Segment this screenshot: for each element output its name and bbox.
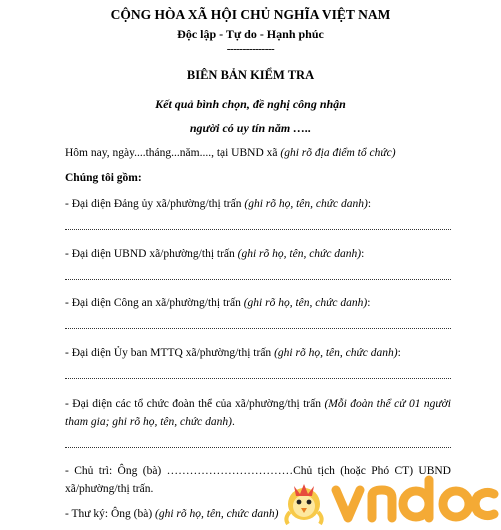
party-rep-colon: : <box>367 198 372 210</box>
party-rep-label: - Đại diện Đảng ủy xã/phường/thị trấn <box>65 198 245 210</box>
motto: Độc lập - Tự do - Hạnh phúc <box>177 27 324 41</box>
party-rep-line <box>65 198 371 210</box>
document-title: BIÊN BẢN KIỂM TRA <box>186 68 315 82</box>
intro-line <box>65 147 396 159</box>
we-include-heading: Chúng tôi gồm: <box>65 172 142 184</box>
ubnd-rep-line <box>65 248 364 260</box>
country-header: CỘNG HÒA XÃ HỘI CHỦ NGHĨA VIỆT NAM <box>110 7 391 22</box>
intro-text: Hôm nay, ngày....tháng...năm...., tại UBND xã <box>65 147 281 159</box>
separator: --------------- <box>226 43 275 55</box>
chair-paragraph: - Chủ trì: Ông (bà) ……………………………Chủ tịch (hoặc Phó CT) UBND xã/phường/thị trấn. <box>65 465 451 495</box>
chick-mascot-icon <box>286 484 321 524</box>
orgs-rep-label: - Đại diện các tổ chức đoàn thể của xã/phường/thị trấn <box>65 398 325 410</box>
vndoc-wordmark <box>336 480 494 518</box>
mttq-rep-fill-line[interactable] <box>65 378 451 379</box>
document-subtitle-1: Kết quả bình chọn, đề nghị công nhận <box>155 97 346 111</box>
orgs-rep-fill-line[interactable] <box>65 447 451 448</box>
police-rep-fill-line[interactable] <box>65 328 451 329</box>
police-rep-note: (ghi rõ họ, tên, chức danh) <box>243 297 368 309</box>
mttq-rep-label: - Đại diện Ủy ban MTTQ xã/phường/thị trấn <box>65 347 275 359</box>
ubnd-rep-colon: : <box>361 248 365 260</box>
ubnd-rep-label: - Đại diện UBND xã/phường/thị trấn <box>65 248 238 260</box>
secretary-label: - Thư ký: Ông (bà) <box>65 508 156 520</box>
police-rep-colon: : <box>367 297 371 309</box>
orgs-rep-period: . <box>231 416 235 428</box>
secretary-line <box>65 508 279 520</box>
police-rep-label: - Đại diện Công an xã/phường/thị trấn <box>65 297 244 309</box>
vndoc-logo <box>280 472 501 530</box>
police-rep-line <box>65 297 370 309</box>
party-rep-fill-line[interactable] <box>65 229 451 230</box>
mttq-rep-line <box>65 347 401 359</box>
party-rep-note: (ghi rõ họ, tên, chức danh) <box>244 198 368 210</box>
orgs-rep-paragraph <box>65 395 451 431</box>
mttq-rep-note: (ghi rõ họ, tên, chức danh) <box>274 347 398 359</box>
intro-note: (ghi rõ địa điểm tổ chức) <box>280 147 396 159</box>
secretary-note: (ghi rõ họ, tên, chức danh) <box>155 508 279 520</box>
ubnd-rep-note: (ghi rõ họ, tên, chức danh) <box>237 248 362 260</box>
ubnd-rep-fill-line[interactable] <box>65 279 451 280</box>
mttq-rep-colon: : <box>397 347 401 359</box>
orgs-rep-note: (Mỗi đoàn thể cử 01 người tham gia; ghi rõ họ, tên, chức danh) <box>65 398 452 428</box>
document-subtitle-2: người có uy tín năm ….. <box>189 121 312 135</box>
